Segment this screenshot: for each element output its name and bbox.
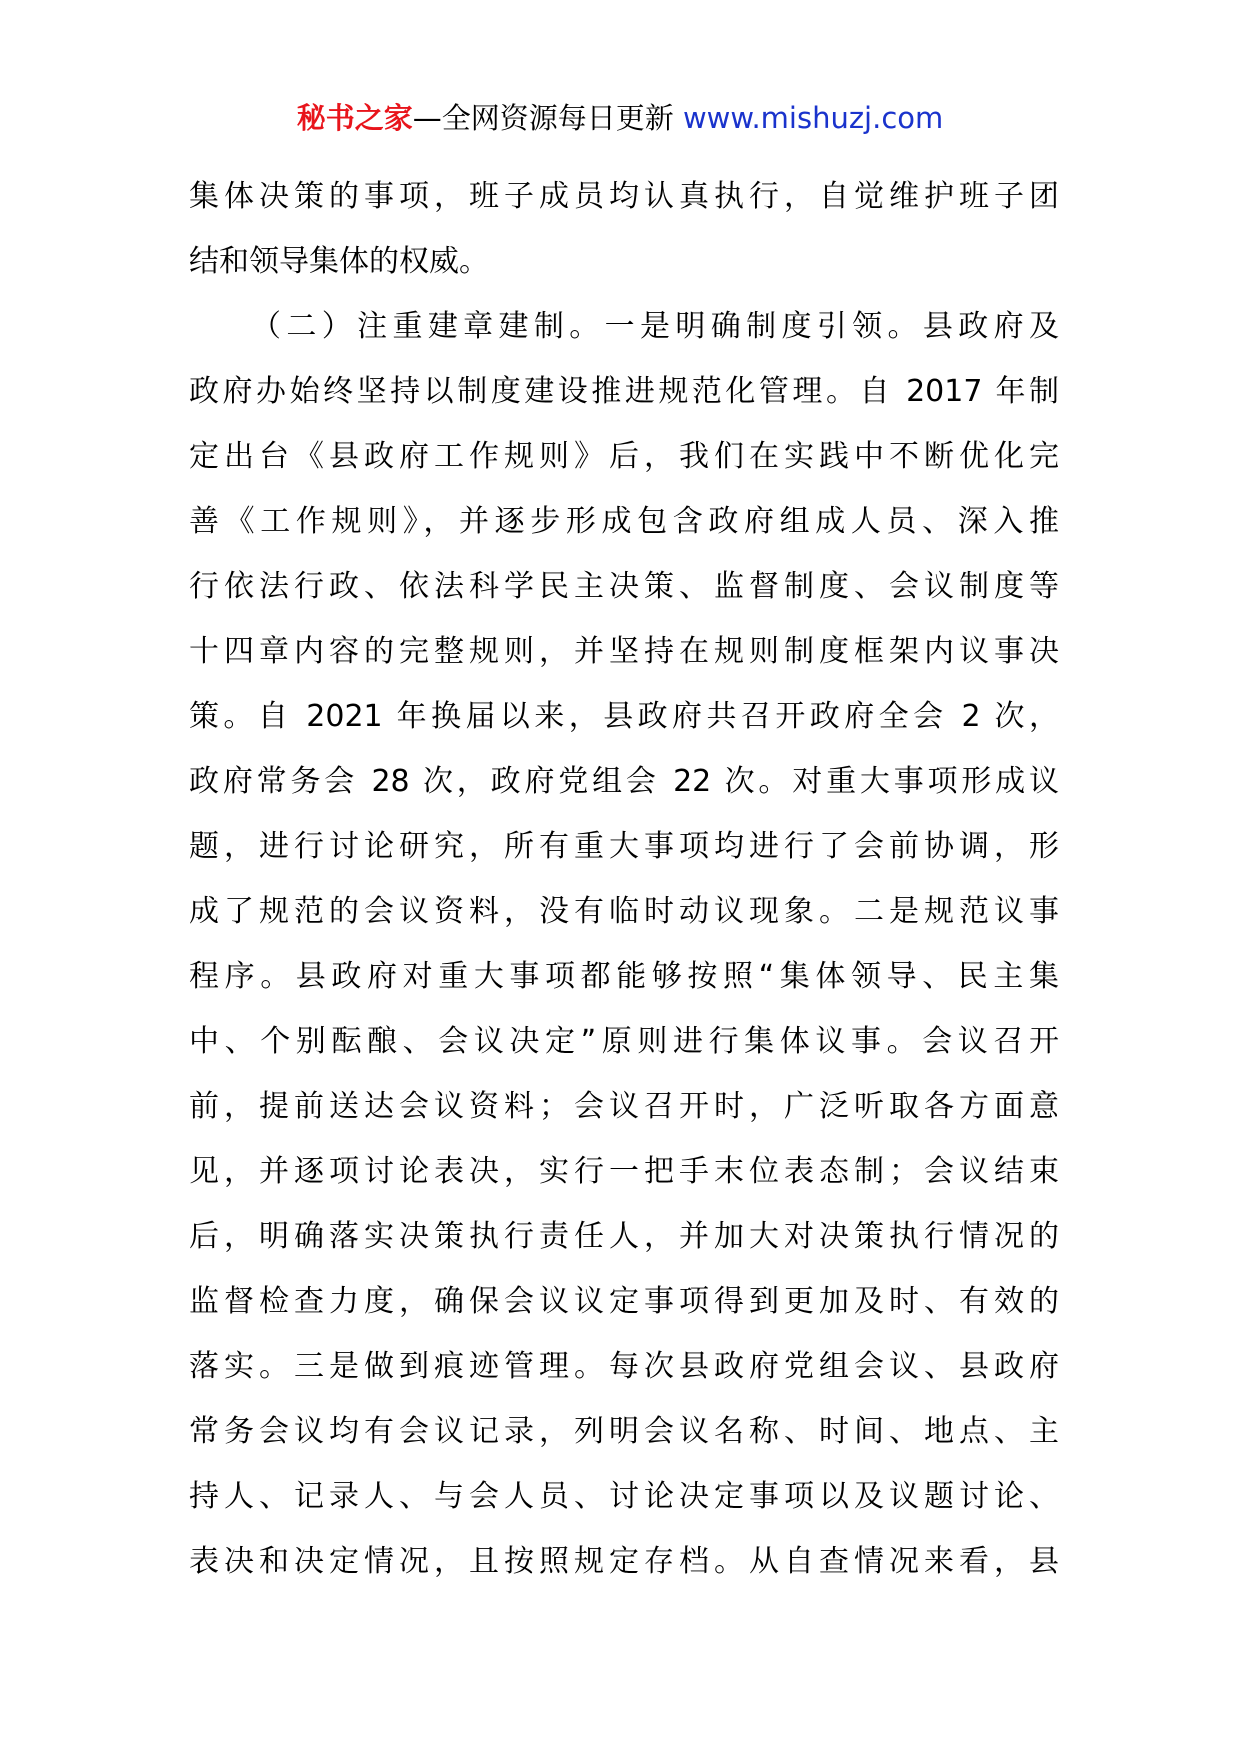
page-header: [0, 98, 1240, 138]
text-line: 程序。县政府对重大事项都能够按照“集体领导、民主集: [189, 959, 1059, 994]
text-line: 集体决策的事项，班子成员均认真执行，自觉维护班子团: [189, 179, 1059, 214]
document-body: [189, 164, 1059, 1594]
text-line: 政府常务会 28 次，政府党组会 22 次。对重大事项形成议: [189, 764, 1059, 799]
text-line: 策。自 2021 年换届以来，县政府共召开政府全会 2 次，: [189, 699, 1059, 734]
text-line: 题，进行讨论研究，所有重大事项均进行了会前协调，形: [189, 829, 1059, 864]
text-line: 落实。三是做到痕迹管理。每次县政府党组会议、县政府: [189, 1349, 1059, 1384]
text-line: 政府办始终坚持以制度建设推进规范化管理。自 2017 年制: [189, 374, 1059, 409]
site-brand[interactable]: 秘书之家: [296, 101, 413, 135]
text-line: 前，提前送达会议资料；会议召开时，广泛听取各方面意: [189, 1089, 1059, 1124]
text-line: 十四章内容的完整规则，并坚持在规则制度框架内议事决: [189, 634, 1059, 669]
text-line: 中、个别酝酿、会议决定”原则进行集体议事。会议召开: [189, 1024, 1059, 1059]
text-line: 常务会议均有会议记录，列明会议名称、时间、地点、主: [189, 1414, 1059, 1449]
text-line: 善《工作规则》，并逐步形成包含政府组成人员、深入推: [189, 504, 1059, 539]
text-line: 后，明确落实决策执行责任人，并加大对决策执行情况的: [189, 1219, 1059, 1254]
paragraph-start-line: （二）注重建章建制。一是明确制度引领。县政府及: [251, 309, 1059, 344]
text-line: 结和领导集体的权威。: [189, 244, 489, 279]
text-line: 行依法行政、依法科学民主决策、监督制度、会议制度等: [189, 569, 1059, 604]
text-line: 表决和决定情况，且按照规定存档。从自查情况来看，县: [189, 1544, 1059, 1579]
text-line: 持人、记录人、与会人员、讨论决定事项以及议题讨论、: [189, 1479, 1059, 1514]
text-line: 定出台《县政府工作规则》后，我们在实践中不断优化完: [189, 439, 1059, 474]
text-line: 成了规范的会议资料，没有临时动议现象。二是规范议事: [189, 894, 1059, 929]
site-tagline: —全网资源每日更新: [412, 101, 683, 135]
text-line: 见，并逐项讨论表决，实行一把手末位表态制；会议结束: [189, 1154, 1059, 1189]
site-url-link[interactable]: www.mishuzj.com: [682, 101, 944, 135]
text-line: 监督检查力度，确保会议议定事项得到更加及时、有效的: [189, 1284, 1059, 1319]
